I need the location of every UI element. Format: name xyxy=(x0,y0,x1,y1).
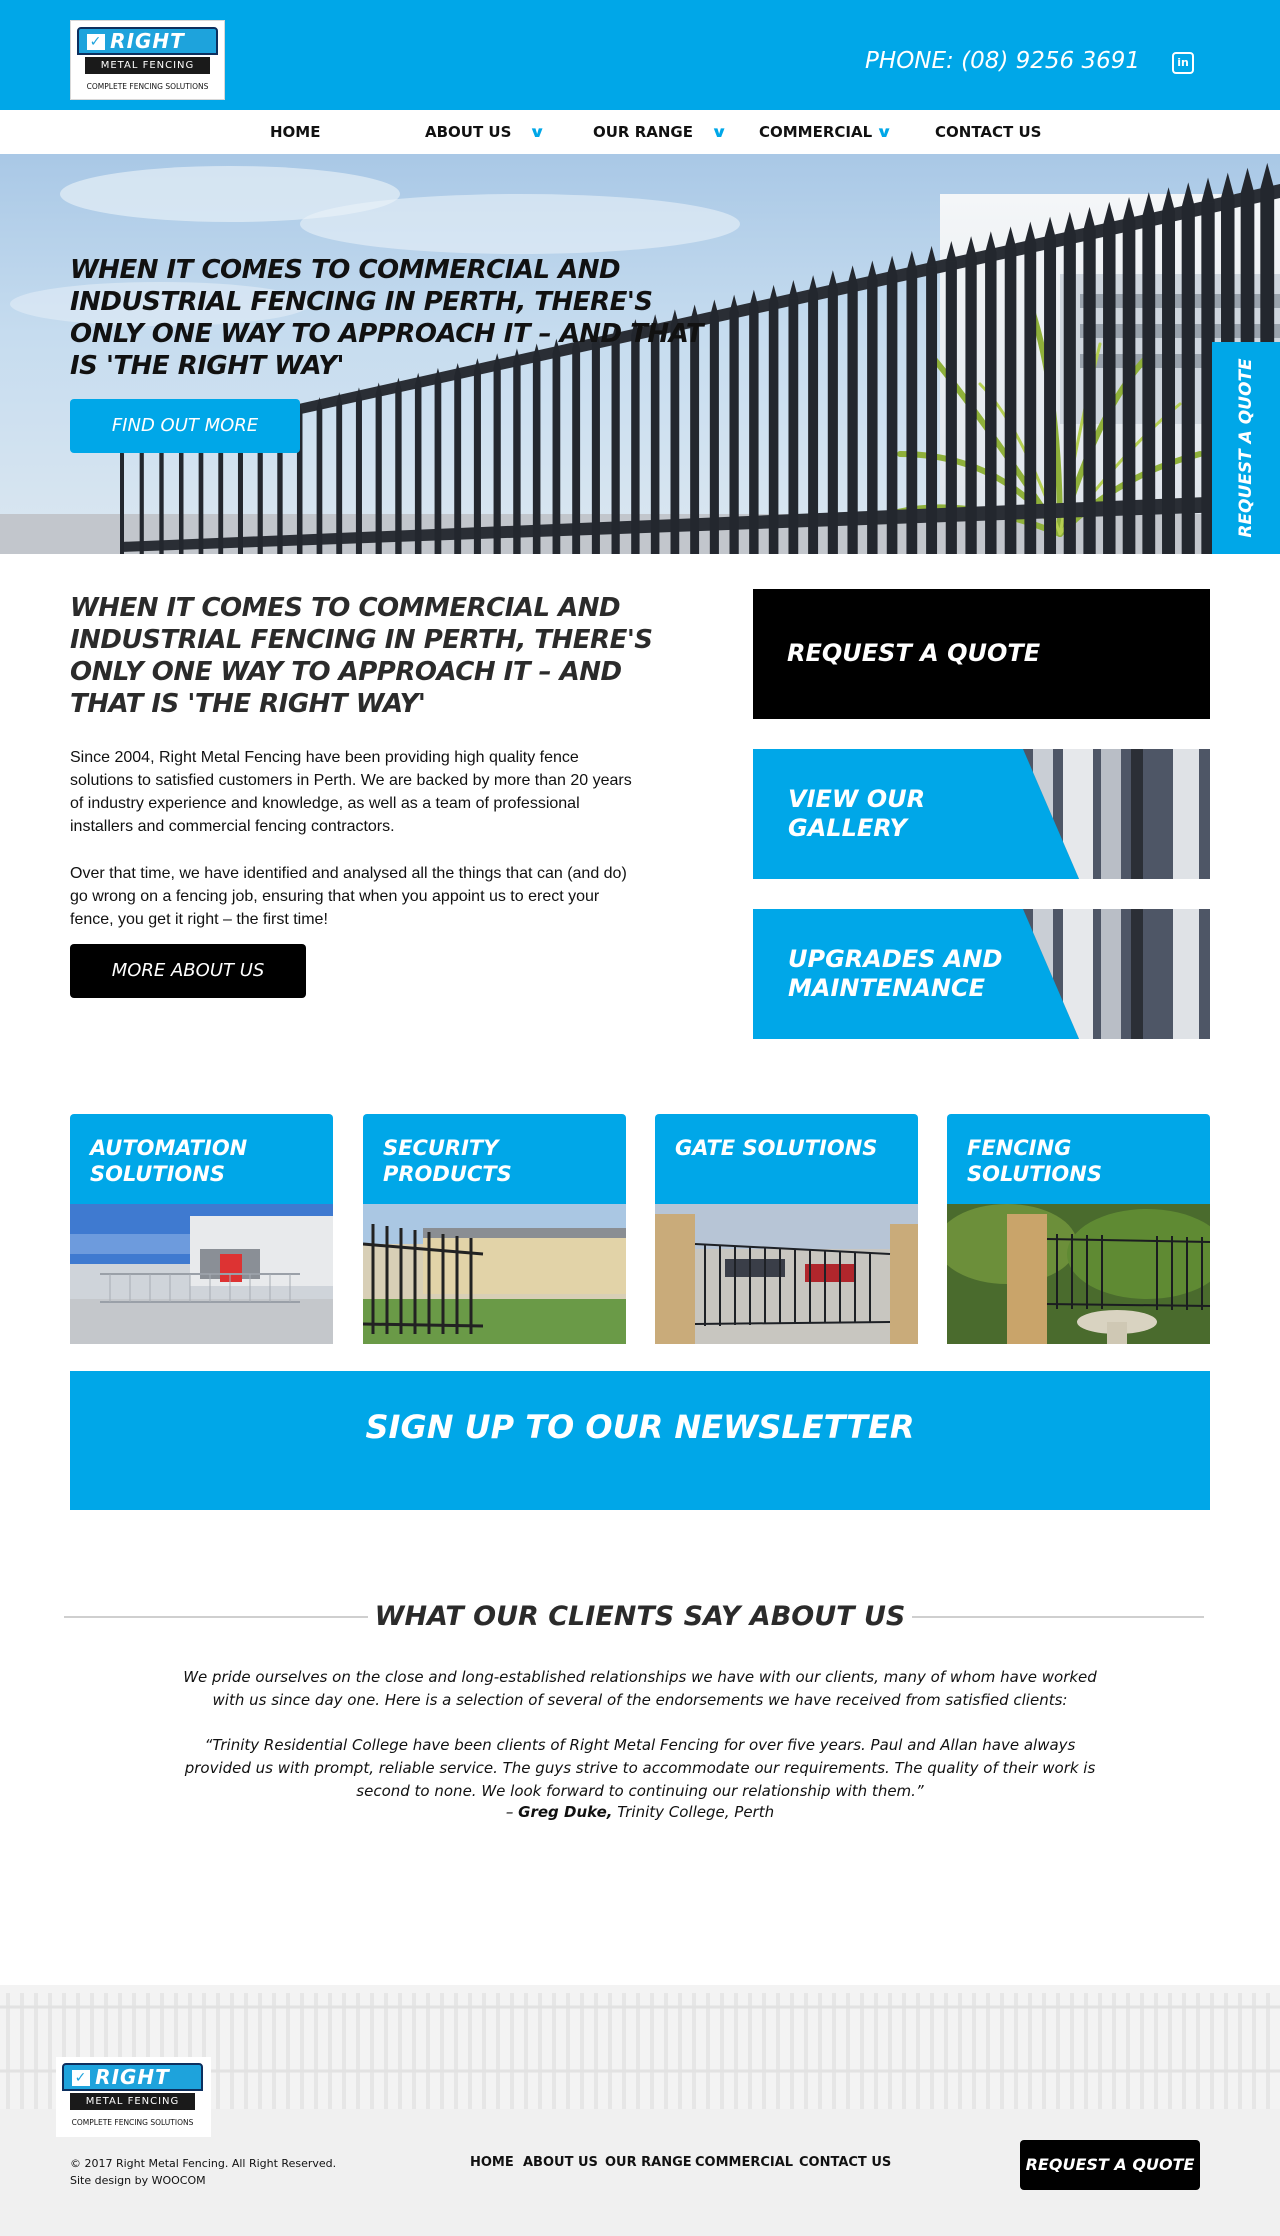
footer-link-home[interactable]: HOME xyxy=(470,2155,514,2170)
footer-logo[interactable] xyxy=(56,2057,211,2137)
logo-tagline: COMPLETE FENCING SOLUTIONS xyxy=(71,2118,194,2127)
gate-solutions-photo xyxy=(655,1204,918,1344)
copyright: © 2017 Right Metal Fencing. All Right Reserved. Site design by WOOCOM xyxy=(70,2155,390,2189)
logo-wordmark: ✓ RIGHT xyxy=(62,2063,203,2091)
footer-link-contact-us[interactable]: CONTACT US xyxy=(799,2155,892,2170)
phone-number[interactable]: PHONE: (08) 9256 3691 xyxy=(865,48,1140,74)
linkedin-icon[interactable]: in xyxy=(1172,52,1194,74)
footer-link-our-range[interactable]: OUR RANGE xyxy=(605,2155,692,2170)
intro-paragraph-2: Over that time, we have identified and analysed all the things that can (and do) go wrong on a fencing job, ensuring that when you appoint us to erect your fence, you get it right – the first time! xyxy=(70,865,627,928)
hero-title: WHEN IT COMES TO COMMERCIAL AND INDUSTRIAL FENCING IN PERTH, THERE'S ONLY ONE WAY TO APPROACH IT – AND THAT IS 'THE RIGHT WAY' xyxy=(70,255,704,381)
security-photo xyxy=(363,1204,626,1344)
check-icon: ✓ xyxy=(72,2070,90,2086)
product-card-gate[interactable]: GATE SOLUTIONS xyxy=(655,1114,918,1344)
site-logo[interactable] xyxy=(70,20,225,100)
chevron-down-icon[interactable]: ∨ xyxy=(710,123,728,141)
site-credit[interactable]: Site design by WOOCOM xyxy=(70,2174,206,2187)
chevron-down-icon[interactable]: ∨ xyxy=(528,123,547,141)
find-out-more-button[interactable]: FIND OUT MORE xyxy=(70,399,300,453)
gate-photo xyxy=(1023,749,1210,879)
footer-link-commercial[interactable]: COMMERCIAL xyxy=(695,2155,794,2170)
testimonials-heading: WHAT OUR CLIENTS SAY ABOUT US xyxy=(374,1601,906,1632)
logo-subtitle: METAL FENCING xyxy=(85,57,210,74)
intro-title: WHEN IT COMES TO COMMERCIAL AND INDUSTRIAL FENCING IN PERTH, THERE'S ONLY ONE WAY TO APPROACH IT – AND THAT IS 'THE RIGHT WAY' xyxy=(70,593,653,719)
nav-home[interactable]: HOME xyxy=(270,123,321,141)
header-bar xyxy=(0,0,1280,110)
testimonial-author: – Greg Duke, Trinity College, Perth xyxy=(505,1803,775,1821)
hero-banner xyxy=(0,154,1280,554)
logo-tagline: COMPLETE FENCING SOLUTIONS xyxy=(86,82,209,91)
testimonials-intro: We pride ourselves on the close and long-established relationships we have with our clients, many of whom have worked with us since day one. Here is a selection of several of the endorsements we have received from satisfied clients: xyxy=(183,1668,1097,1709)
upgrades-maintenance-box[interactable]: UPGRADES AND MAINTENANCE xyxy=(753,909,1210,1039)
intro-paragraph-1: Since 2004, Right Metal Fencing have been providing high quality fence solutions to satisfied customers in Perth. We are backed by more than 20 years of industry experience and knowledge, as well as a team of professional installers and commercial fencing contractors. xyxy=(70,749,632,835)
gate-photo xyxy=(1023,909,1210,1039)
main-nav xyxy=(0,110,1280,154)
product-card-security[interactable]: SECURITY PRODUCTS xyxy=(363,1114,626,1344)
chevron-down-icon[interactable]: ∨ xyxy=(875,123,893,141)
fencing-solutions-photo xyxy=(947,1204,1210,1344)
view-gallery-box[interactable]: VIEW OUR GALLERY xyxy=(753,749,1210,879)
footer-request-quote-button[interactable]: REQUEST A QUOTE xyxy=(1020,2140,1200,2190)
divider xyxy=(912,1616,1204,1618)
more-about-us-button[interactable]: MORE ABOUT US xyxy=(70,944,306,998)
check-icon: ✓ xyxy=(87,34,105,50)
testimonial-quote: “Trinity Residential College have been clients of Right Metal Fencing for over five years. Paul and Allan have always provided us with prompt, reliable service. The guys strive to accommodate our requirements. The quality of their work is second to none. We look forward to continuing our relationship with them.” xyxy=(184,1736,1096,1800)
automation-photo xyxy=(70,1204,333,1344)
logo-subtitle: METAL FENCING xyxy=(70,2093,195,2110)
footer-link-about-us[interactable]: ABOUT US xyxy=(523,2155,598,2170)
side-request-quote-tab[interactable]: REQUEST A QUOTE xyxy=(1212,342,1280,554)
logo-wordmark: ✓ RIGHT xyxy=(77,27,218,55)
nav-about-us[interactable]: ABOUT US ∨ xyxy=(425,110,544,154)
nav-commercial[interactable]: COMMERCIAL ∨ xyxy=(759,110,890,154)
nav-contact-us[interactable]: CONTACT US xyxy=(935,123,1042,141)
request-quote-box[interactable]: REQUEST A QUOTE xyxy=(753,589,1210,719)
divider xyxy=(64,1616,368,1618)
nav-our-range[interactable]: OUR RANGE ∨ xyxy=(593,110,725,154)
newsletter-signup[interactable]: SIGN UP TO OUR NEWSLETTER xyxy=(70,1371,1210,1510)
product-card-automation[interactable]: AUTOMATION SOLUTIONS xyxy=(70,1114,333,1344)
product-card-fencing[interactable]: FENCING SOLUTIONS xyxy=(947,1114,1210,1344)
